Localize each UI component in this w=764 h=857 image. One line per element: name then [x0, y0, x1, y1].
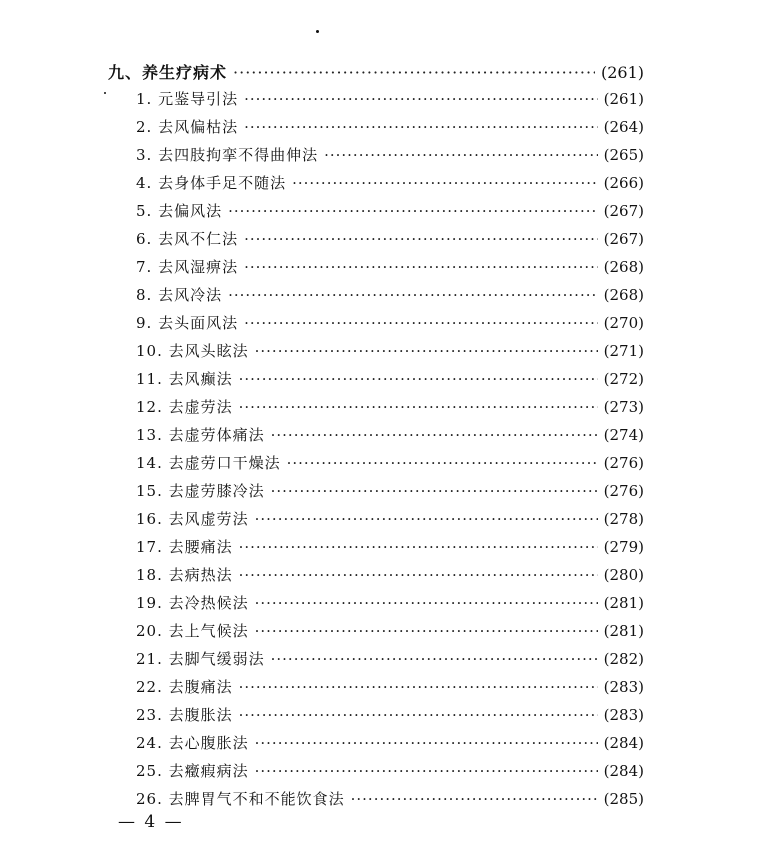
toc-entry-title: 20. 去上气候法	[136, 622, 249, 640]
dot-leader	[239, 370, 598, 388]
dot-leader	[239, 678, 598, 696]
toc-entry-title: 10. 去风头眩法	[136, 342, 249, 360]
toc-entry-title: 22. 去腹痛法	[136, 678, 233, 696]
toc-entry-page: (278)	[603, 510, 644, 528]
toc-entry-page: (276)	[603, 482, 644, 500]
toc-entry-page: (281)	[603, 622, 644, 640]
dot-leader	[244, 314, 598, 332]
dot-leader	[233, 63, 595, 82]
toc-entry-page: (270)	[603, 314, 644, 332]
dot-leader	[239, 398, 598, 416]
toc-entry-title: 23. 去腹胀法	[136, 706, 233, 724]
dot-leader	[271, 650, 598, 668]
toc-entry-title: 19. 去冷热候法	[136, 594, 249, 612]
toc-entry-page: (268)	[603, 258, 644, 276]
toc-entry[interactable]	[108, 508, 644, 536]
toc-entry-page: (283)	[603, 706, 644, 724]
toc-entry-page: (273)	[603, 398, 644, 416]
toc-entry[interactable]	[108, 228, 644, 256]
toc-entry[interactable]	[108, 116, 644, 144]
toc-entry-page: (282)	[603, 650, 644, 668]
toc-entry-title: 4. 去身体手足不随法	[136, 174, 287, 192]
page-number: — 4 —	[118, 812, 184, 832]
toc-entry-title: 17. 去腰痛法	[136, 538, 233, 556]
dot-leader	[244, 90, 598, 108]
toc-entry-page: (261)	[603, 90, 644, 108]
table-of-contents	[108, 60, 644, 816]
toc-entry[interactable]	[108, 704, 644, 732]
toc-entry-title: 1. 元鉴导引法	[136, 90, 239, 108]
toc-entry[interactable]	[108, 592, 644, 620]
toc-entry[interactable]	[108, 312, 644, 340]
toc-entry-page: (265)	[603, 146, 644, 164]
toc-entry-title: 25. 去癥瘕病法	[136, 762, 249, 780]
toc-entry[interactable]	[108, 676, 644, 704]
toc-entry[interactable]	[108, 200, 644, 228]
toc-entry[interactable]	[108, 648, 644, 676]
toc-entry-page: (284)	[603, 762, 644, 780]
toc-entry[interactable]	[108, 88, 644, 116]
toc-entry-page: (267)	[603, 202, 644, 220]
toc-entry[interactable]	[108, 172, 644, 200]
dot-leader	[255, 762, 598, 780]
dot-leader	[239, 706, 598, 724]
toc-entry-title: 18. 去病热法	[136, 566, 233, 584]
dot-leader	[351, 790, 598, 808]
print-speck	[104, 92, 106, 94]
toc-entry-title: 13. 去虚劳体痛法	[136, 426, 265, 444]
toc-entry-title: 2. 去风偏枯法	[136, 118, 239, 136]
toc-entry[interactable]	[108, 620, 644, 648]
toc-entry-page: (281)	[603, 594, 644, 612]
toc-entry-page: (274)	[603, 426, 644, 444]
toc-entry-page: (271)	[603, 342, 644, 360]
dot-leader	[324, 146, 598, 164]
dot-leader	[255, 734, 598, 752]
toc-entry-title: 24. 去心腹胀法	[136, 734, 249, 752]
toc-section-title: 九、养生疗病术	[108, 63, 228, 82]
toc-entry-page: (266)	[603, 174, 644, 192]
toc-entry-title: 12. 去虚劳法	[136, 398, 233, 416]
toc-entry-title: 6. 去风不仁法	[136, 230, 239, 248]
dot-leader	[244, 258, 598, 276]
toc-entry-page: (268)	[603, 286, 644, 304]
toc-entry[interactable]	[108, 760, 644, 788]
toc-entry[interactable]	[108, 144, 644, 172]
toc-entry-page: (267)	[603, 230, 644, 248]
toc-entry-page: (279)	[603, 538, 644, 556]
toc-entry[interactable]	[108, 732, 644, 760]
toc-entry-title: 3. 去四肢拘挛不得曲伸法	[136, 146, 319, 164]
toc-entry-title: 26. 去脾胃气不和不能饮食法	[136, 790, 345, 808]
toc-entry[interactable]	[108, 368, 644, 396]
toc-entry-page: (280)	[603, 566, 644, 584]
toc-entry-title: 15. 去虚劳膝冷法	[136, 482, 265, 500]
dot-leader	[255, 594, 598, 612]
toc-entry-title: 16. 去风虚劳法	[136, 510, 249, 528]
dot-leader	[244, 118, 598, 136]
toc-entry-page: (283)	[603, 678, 644, 696]
toc-entry-title: 21. 去脚气缓弱法	[136, 650, 265, 668]
toc-entry[interactable]	[108, 256, 644, 284]
toc-entry[interactable]	[108, 452, 644, 480]
toc-entry-page: (284)	[603, 734, 644, 752]
dot-leader	[271, 482, 598, 500]
toc-entry[interactable]	[108, 788, 644, 816]
dot-leader	[228, 286, 598, 304]
toc-entry[interactable]	[108, 536, 644, 564]
dot-leader	[271, 426, 598, 444]
toc-entry-page: (272)	[603, 370, 644, 388]
dot-leader	[244, 230, 598, 248]
toc-entry-title: 5. 去偏风法	[136, 202, 223, 220]
toc-entry[interactable]	[108, 396, 644, 424]
dot-leader	[255, 342, 598, 360]
toc-section-page: (261)	[600, 63, 644, 82]
dot-leader	[255, 510, 598, 528]
toc-entry-title: 11. 去风癫法	[136, 370, 233, 388]
toc-entry-page: (264)	[603, 118, 644, 136]
toc-entry-page: (285)	[603, 790, 644, 808]
print-speck	[316, 30, 319, 33]
toc-entry-title: 7. 去风湿痹法	[136, 258, 239, 276]
dot-leader	[292, 174, 598, 192]
toc-entry-title: 8. 去风冷法	[136, 286, 223, 304]
toc-entry-title: 9. 去头面风法	[136, 314, 239, 332]
toc-entry[interactable]	[108, 424, 644, 452]
toc-entry[interactable]	[108, 564, 644, 592]
toc-entry[interactable]	[108, 340, 644, 368]
toc-entry-title: 14. 去虚劳口干燥法	[136, 454, 281, 472]
dot-leader	[239, 538, 598, 556]
dot-leader	[239, 566, 598, 584]
dot-leader	[228, 202, 598, 220]
toc-entry[interactable]	[108, 480, 644, 508]
toc-section-heading[interactable]	[108, 60, 644, 88]
toc-entry[interactable]	[108, 284, 644, 312]
dot-leader	[287, 454, 598, 472]
dot-leader	[255, 622, 598, 640]
toc-entry-page: (276)	[603, 454, 644, 472]
